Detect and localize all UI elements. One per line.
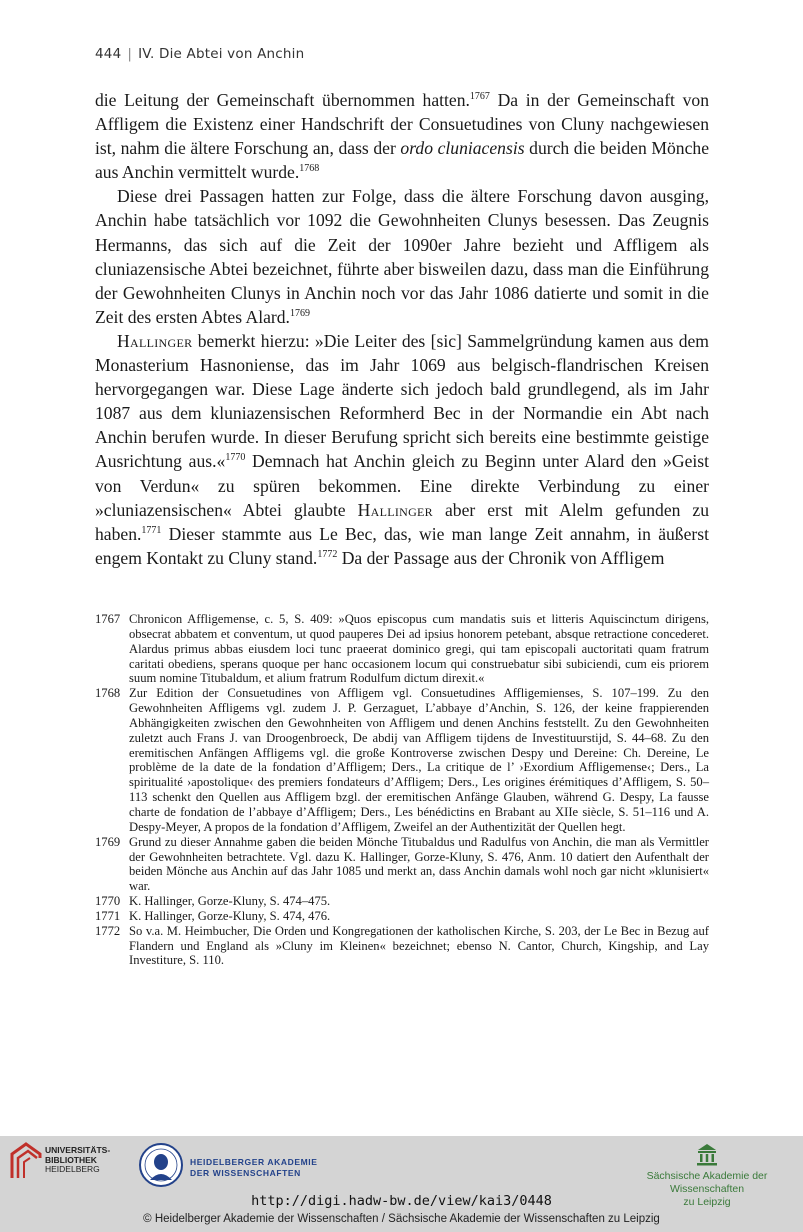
footnote-ref-1769[interactable]: 1769 bbox=[289, 307, 310, 319]
footnote bbox=[95, 909, 709, 924]
footnote bbox=[95, 612, 709, 686]
footnote bbox=[95, 894, 709, 909]
footnote-number: 1767 bbox=[95, 612, 121, 626]
footnote-ref-1770[interactable]: 1770 bbox=[225, 452, 246, 464]
main-text bbox=[95, 88, 709, 570]
text-run: durch die beiden Mönche aus Anchin vermittelt wurde. bbox=[95, 138, 710, 183]
footnote-text: K. Hallinger, Gorze-Kluny, S. 474–475. bbox=[129, 894, 331, 909]
hadw-seal-icon bbox=[138, 1142, 184, 1188]
page-number: 444 bbox=[95, 46, 122, 62]
permalink-url[interactable]: http://digi.hadw-bw.de/view/kai3/0448 bbox=[251, 1193, 552, 1209]
footnotes bbox=[95, 612, 709, 968]
text-run: aber erst mit Alelm gefunden zu haben. bbox=[95, 499, 709, 544]
hadw-line-2: DER WISSENSCHAFTEN bbox=[190, 1167, 301, 1178]
footnote-number: 1772 bbox=[95, 923, 121, 938]
header-separator: | bbox=[127, 46, 133, 62]
ub-line-1: UNIVERSITÄTS- bbox=[45, 1145, 111, 1155]
footnote-ref-1768[interactable]: 1768 bbox=[299, 163, 320, 175]
footnote-text: Grund zu dieser Annahme gaben die beiden Mönche Titubaldus und Radulfus von Anchin, die man als Vermittler der Gewohnheiten betrachtete. Vgl. dazu K. Hallinger, Gorze-Kluny, S. 476, Anm. 10 datiert den Aufenthalt der beiden Mönche aus Anchin auf das Jahr 1085 und merkt an, dass Anchin damals wohl noch gar nicht »klunisiert« war. bbox=[129, 834, 709, 894]
ub-logo-text bbox=[45, 1146, 110, 1175]
paragraph-2 bbox=[95, 184, 709, 329]
ub-line-2: BIBLIOTHEK bbox=[45, 1154, 97, 1165]
text-run: die Leitung der Gemeinschaft übernommen hatten. bbox=[95, 90, 470, 110]
paragraph-3 bbox=[95, 329, 709, 570]
saw-building-icon bbox=[696, 1142, 718, 1166]
footnote-text: Zur Edition der Consuetudines von Affligem vgl. Consuetudines Affligemienses, S. 107–199. Zu den Gewohnheiten Affligems vgl. zudem J. P. Gerzaguet, L’abbaye d’Anchin, S. 126, der keine frappierenden Abhängigkeiten zwischen den Gewohnheiten von Affligem und denen Anchins feststellt. Zu den Gewohnheiten zuletzt auch Frans J. van Droogenbroeck, De abdij van Affligem tijdens de Investituurstijd, S. 44–68. Zu den eremitischen Anfängen Affligems vgl. die große Kontroverse zwischen Despy und Dereine: Ch. Dereine, Le problème de la date de la fondation d’Affligem; Ders., La critique de l’ ›Exordium Affligemense‹; Ders., La spiritualité ›apostolique‹ des premiers fondateurs d’Affligem; Ders., Les origines érémitiques d’Affligem, S. 50–113 schenkt den Quellen aus Affligem bzgl. der eremitischen Anfänge Glauben, während G. Despy, La fausse charte de fondation de l’abbaye d’Affligem; Ders., Les bénédictins en Brabant au XIIe siècle, S. 51–116 und A. Despy-Meyer, A propos de la fondation d’Affligem, Zweifel an der Authentizität der Quellen hegt. bbox=[129, 686, 709, 834]
running-header bbox=[95, 46, 304, 62]
footnote bbox=[95, 924, 709, 969]
ub-line-3: HEIDELBERG bbox=[45, 1164, 100, 1174]
footnote-number: 1770 bbox=[95, 894, 121, 909]
footnote bbox=[95, 686, 709, 834]
saw-line-2: zu Leipzig bbox=[683, 1196, 731, 1208]
italic-term: ordo cluniacensis bbox=[400, 138, 525, 159]
text-run: Dieser stammte aus Le Bec, das, wie man lange Zeit annahm, in äußerst engem Kontakt zu Cluny stand. bbox=[95, 523, 709, 568]
footnote-text: K. Hallinger, Gorze-Kluny, S. 474, 476. bbox=[129, 908, 331, 923]
text-run: Da der Passage aus der Chronik von Affligem bbox=[337, 547, 665, 568]
footnote-text: Chronicon Affligemense, c. 5, S. 409: »Quos episcopus cum mandatis suis et litteris Aquiscinctum dirigens, obsecrat abbatem et conventum, ut quod pauperes Dei ad ipsius honorem petebant, absque retractione concederet. Alardus primus abbas eiusdem loci tunc praeerat dominico gregi, qui tam episcopali auctoritati quam fratrum caritati obediens, sperans quoque per hanc occasionem locum qui construebatur sibi subiciendi, cum eis priorem suum nomine Titubaldum, et alium fratrum Rodulfum dictum direxit.« bbox=[129, 612, 709, 686]
footnote bbox=[95, 835, 709, 894]
text-run: Diese drei Passagen hatten zur Folge, dass die ältere Forschung davon ausging, Anchin habe tatsächlich vor 1092 die Gewohnheiten Clunys besessen. Das Zeugnis Hermanns, das sich auf die Zeit der 1090er Jahre bezieht und Affligem als cluniazensische Abtei bezeichnet, führte aber bisweilen dazu, dass man die Einführung der Gewohnheiten Clunys in Anchin noch vor das Jahr 1086 datierte und somit in die Zeit des ersten Abtes Alard. bbox=[95, 186, 709, 327]
ub-logo-icon bbox=[10, 1142, 42, 1182]
footnote-number: 1771 bbox=[95, 908, 121, 923]
running-title: IV. Die Abtei von Anchin bbox=[138, 46, 305, 62]
ub-heidelberg-logo[interactable] bbox=[10, 1142, 130, 1186]
footnote-ref-1767[interactable]: 1767 bbox=[469, 91, 490, 103]
footnote-ref-1772[interactable]: 1772 bbox=[317, 548, 338, 560]
author-name: Hallinger bbox=[357, 499, 433, 520]
saw-line-1: Sächsische Akademie der Wissenschaften bbox=[646, 1170, 768, 1195]
author-name: Hallinger bbox=[117, 330, 193, 351]
hadw-logo-text bbox=[190, 1157, 318, 1178]
text-run: bemerkt hierzu: »Die Leiter des [sic] Sammelgründung kamen aus dem Monasterium Hasnoniense, das im Jahr 1069 aus belgisch-flandrischen Kreisen hervorgegangen war. Diese Lage änderte sich jedoch bald grundlegend, als im Jahr 1087 aus dem kluniazensischen Reformherd Bec in der Normandie ein Abt nach Anchin berufen wurde. In dieser Berufung spricht sich bereits eine bestimmte geistige Ausrichtung aus.« bbox=[95, 330, 709, 472]
footnote-text: So v.a. M. Heimbucher, Die Orden und Kongregationen der katholischen Kirche, S. 203, der Le Bec in Bezug auf Flandern und England als »Cluny im Kleinen« bezeichnet; ebenso N. Cantor, Church, Kingship, and Lay Investiture, S. 110. bbox=[129, 923, 709, 968]
text-run: Da in der Gemeinschaft von Affligem die Existenz einer Handschrift der Consuetudines von Cluny nachgewiesen ist, nahm die ältere Forschung an, dass der bbox=[95, 90, 709, 159]
text-run: Demnach hat Anchin gleich zu Beginn unter Alard den »Geist von Verdun« zu spüren bekommen. Eine direkte Verbindung zu einer »cluniazensischen« Abtei glaubte bbox=[95, 451, 709, 520]
footnote-number: 1769 bbox=[95, 834, 121, 849]
copyright-notice: © Heidelberger Akademie der Wissenschaften / Sächsische Akademie der Wissenschaften zu Leipzig bbox=[143, 1213, 660, 1225]
hadw-line-1: HEIDELBERGER AKADEMIE bbox=[190, 1157, 318, 1167]
footnote-number: 1768 bbox=[95, 686, 121, 701]
footnote-ref-1771[interactable]: 1771 bbox=[141, 524, 162, 536]
hadw-logo[interactable] bbox=[138, 1142, 338, 1192]
paragraph-1 bbox=[95, 88, 709, 184]
